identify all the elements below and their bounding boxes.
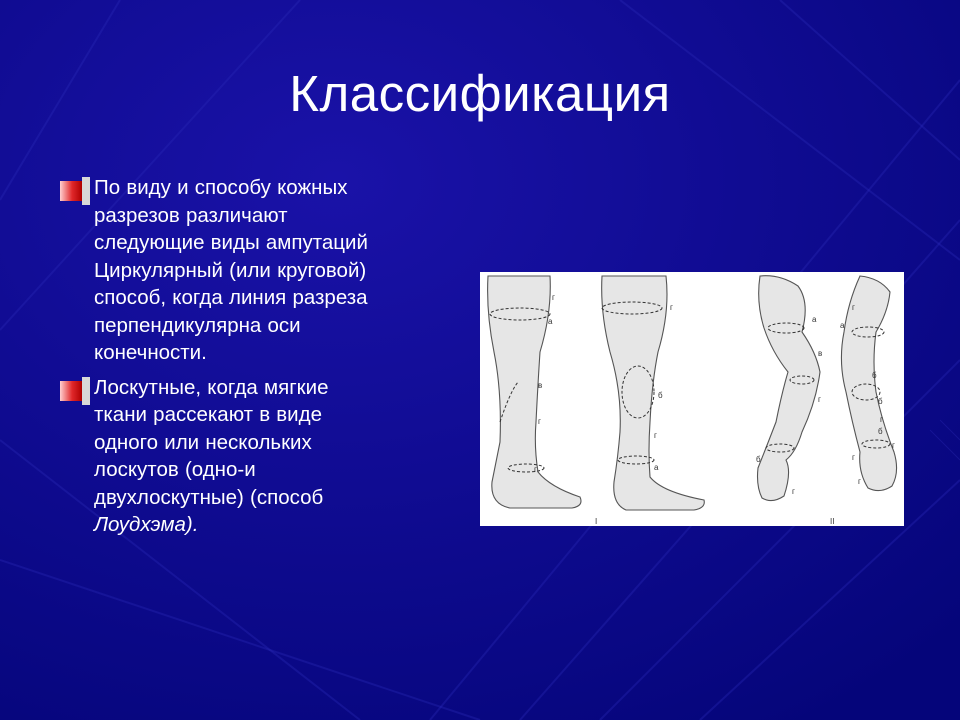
svg-text:в: в [818,349,823,358]
svg-text:б: б [756,455,761,464]
bullet-text-italic: Лоудхэма). [94,513,199,536]
bullet-item [58,174,458,367]
bullet-list [58,174,458,546]
svg-text:а: а [548,317,553,326]
svg-text:г: г [858,477,861,486]
svg-text:г: г [892,441,895,450]
amputation-illustration [480,272,904,526]
svg-text:г: г [880,415,883,424]
svg-text:г: г [552,293,555,302]
bullet-marker-icon [58,177,92,205]
svg-text:б: б [872,371,877,380]
svg-text:в: в [538,381,543,390]
svg-text:г: г [534,465,537,474]
svg-text:г: г [852,303,855,312]
svg-text:а: а [840,321,845,330]
bullet-text: По виду и способу кожных разрезов различают следующие виды ампутаций Циркулярный (или круговой) способ, когда линия разреза перпендикулярна оси конечности. [94,176,368,364]
bullet-text-main: Лоскутные, когда мягкие ткани рассекают в виде одного или нескольких лоскутов (одно-и двухлоскутные) (способ [94,375,329,509]
svg-text:г: г [852,453,855,462]
svg-text:г: г [818,395,821,404]
figure-labels [534,293,895,526]
svg-text:II: II [830,517,835,526]
svg-text:б: б [878,427,883,436]
svg-text:г: г [792,487,795,496]
svg-text:I: I [595,517,598,526]
svg-text:б: б [878,397,883,406]
svg-text:а: а [654,463,659,472]
bullet-marker-icon [58,377,92,405]
limbs-drawing [480,272,904,526]
svg-text:г: г [654,431,657,440]
svg-text:г: г [538,417,541,426]
svg-text:а: а [812,315,817,324]
bullet-text [94,374,458,539]
svg-text:б: б [658,391,663,400]
bullet-item [58,374,458,539]
slide-title: Классификация [289,65,671,122]
svg-text:г: г [670,303,673,312]
